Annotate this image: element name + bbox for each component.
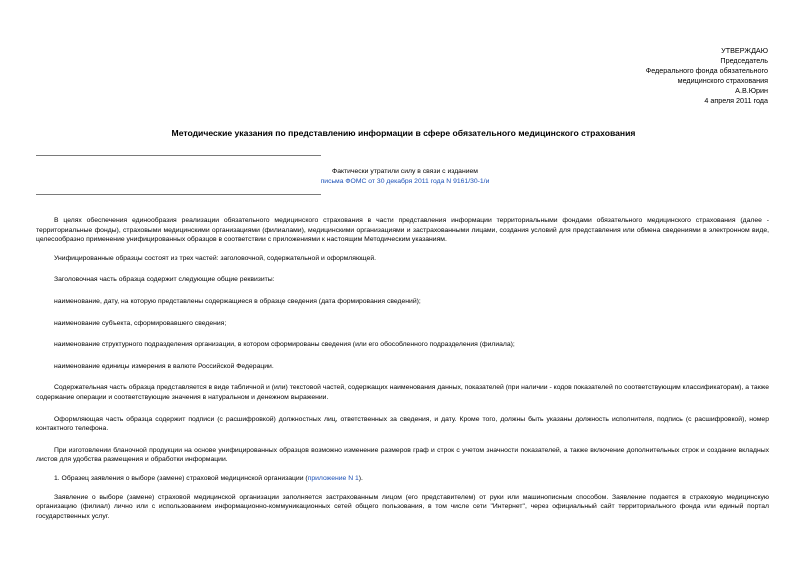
sample-1-suffix: ). [358,474,363,482]
paragraph-signature-part: Оформляющая часть образца содержит подписи (с расшифровкой) должностных лиц, ответственных за сведения, и дату. Кроме того, должны быть указаны должность исполнителя, подпись (с расшифровкой), номер контактного телефона. [36,415,769,433]
approval-date: 4 апреля 2011 года [704,96,768,106]
paragraph-content-part: Содержательная часть образца представляется в виде табличной и (или) текстовой частей, содержащих наименования данных, показателей (при наличии - кодов показателей по соответствующим классификаторам), а также содержание операции и соответствующие значения в натуральном и денежном выражении. [36,384,769,401]
approval-org-line1: Федерального фонда обязательного [645,66,768,76]
lost-force-text: Фактически утратили силу в связи с изданием [332,168,478,175]
paragraph-purpose: В целях обеспечения единообразия реализации обязательного медицинского страхования в части представления информации территориальными фондами обязательного медицинского страхования (далее - территориальные фонды), страховыми медицинскими организациями (филиалами), медицинскими организациями и застрахованными лицами, создания условий для представления или обмена сведениями в электронном виде, целесообразно применение унифицированных образцов в соответствии с приложениями к настоящим Методическим указаниям. [36,217,769,244]
approval-block [646,46,768,107]
paragraph-header-part: Заголовочная часть образца содержит следующие общие реквизиты: [54,276,275,284]
divider-top [36,155,321,156]
approval-position: Председатель [720,56,768,66]
paragraph-forms: При изготовлении бланочной продукции на основе унифицированных образцов возможно изменение размеров граф и строк с учетом значности показателей, а также включение дополнительных строк и создание вкладных листов для удобства размещения и обработки информации. [36,446,769,464]
paragraph-application: Заявление о выборе (замене) страховой медицинской организации заполняется застрахованным лицом (его представителем) от руки или машинописным способом. Заявление подается в страховую медицинскую организацию (филиал) лично или с использованием информационно-коммуникационных сетей общего пользования, в том числе сети "Интернет", через официальный сайт территориального фонда или единый портал государственных услуг. [36,493,769,520]
approval-org-line2: медицинского страхования [677,76,768,86]
approval-heading: УТВЕРЖДАЮ [721,46,768,55]
paragraph-division: наименование структурного подразделения организации, в котором сформированы сведения (или его обособленного подразделения (филиала); [54,341,515,349]
lost-force-note [285,167,525,187]
paragraph-name-date: наименование, дату, на которую представлены содержащиеся в образце сведения (дата формирования сведений); [54,297,421,305]
paragraph-structure: Унифицированные образцы состоят из трех частей: заголовочной, содержательной и оформляющей. [54,254,377,262]
paragraph-subject: наименование субъекта, сформировавшего сведения; [54,319,227,327]
lost-force-link[interactable]: письма ФОМС от 30 декабря 2011 года N 9161/30-1/и [320,178,490,185]
document-title: Методические указания по представлению информации в сфере обязательного медицинского страхования [171,128,636,138]
document-body [36,216,769,521]
paragraph-sample-1 [36,474,769,484]
divider-bottom [36,194,321,195]
approval-signer: А.В.Юрин [735,86,768,96]
paragraph-currency: наименование единицы измерения в валюте Российской Федерации. [54,362,274,370]
sample-1-prefix: 1. Образец заявления о выборе (замене) страховой медицинской организации ( [54,474,308,482]
appendix-1-link[interactable]: приложение N 1 [307,474,359,482]
